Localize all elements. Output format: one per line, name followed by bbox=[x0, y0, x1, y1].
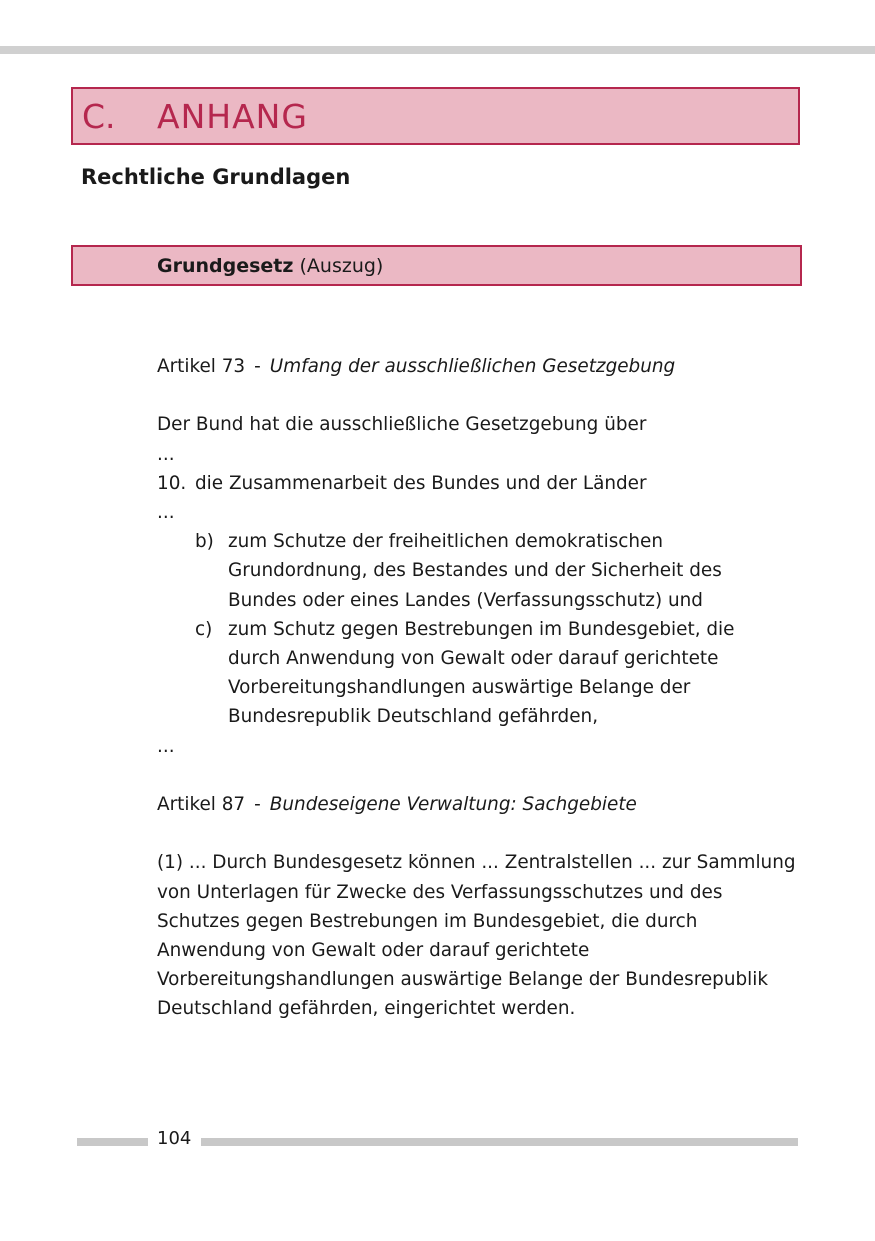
subitem-line: Grundordnung, des Bestandes und der Sicherheit des bbox=[228, 560, 722, 582]
section-heading: Rechtliche Grundlagen bbox=[81, 165, 351, 189]
footer-rule-right bbox=[201, 1138, 798, 1146]
numbered-item bbox=[157, 469, 797, 498]
footer-rule-left bbox=[77, 1138, 148, 1146]
article-title: Umfang der ausschließlichen Gesetzgebung bbox=[269, 356, 676, 377]
item-text: die Zusammenarbeit des Bundes und der Länder bbox=[195, 472, 647, 494]
subitem-b bbox=[195, 527, 797, 615]
subitem-line: Bundes oder eines Landes (Verfassungsschutz) und bbox=[228, 589, 703, 611]
law-title bbox=[157, 255, 383, 277]
subitem-line: durch Anwendung von Gewalt oder darauf gerichtete bbox=[228, 648, 719, 670]
article-intro: Der Bund hat die ausschließliche Gesetzgebung über bbox=[157, 414, 647, 436]
page-number: 104 bbox=[157, 1128, 192, 1149]
paragraph-line: Deutschland gefährden, eingerichtet werden. bbox=[157, 998, 576, 1020]
law-qualifier: (Auszug) bbox=[293, 255, 384, 277]
subitem-line: Bundesrepublik Deutschland gefährden, bbox=[228, 706, 599, 728]
subitem-line: zum Schutze der freiheitlichen demokratischen bbox=[228, 531, 664, 553]
paragraph-line: Schutzes gegen Bestrebungen im Bundesgebiet, die durch bbox=[157, 910, 698, 932]
article-heading bbox=[157, 352, 797, 381]
article-title: Bundeseigene Verwaltung: Sachgebiete bbox=[269, 794, 637, 816]
ellipsis: ... bbox=[157, 443, 175, 465]
document-body bbox=[157, 352, 797, 1024]
article-number: Artikel 87 bbox=[157, 794, 246, 816]
subitem-label: b) bbox=[195, 531, 214, 553]
law-name: Grundgesetz bbox=[157, 255, 294, 277]
ellipsis: ... bbox=[157, 502, 175, 523]
paragraph-line: von Unterlagen für Zwecke des Verfassungsschutzes und des bbox=[157, 881, 723, 903]
subitem-line: Vorbereitungshandlungen auswärtige Belange der bbox=[228, 677, 691, 699]
subitem-c bbox=[195, 615, 797, 732]
subitem-line: zum Schutz gegen Bestrebungen im Bundesgebiet, die bbox=[228, 618, 735, 640]
item-number: 10. bbox=[157, 472, 187, 494]
paragraph-line: (1) ... Durch Bundesgesetz können ... Zentralstellen ... zur Sammlung bbox=[157, 852, 796, 874]
ellipsis: ... bbox=[157, 735, 175, 757]
chapter-letter: C. bbox=[82, 97, 116, 136]
law-header bbox=[71, 245, 802, 286]
paragraph-line: Vorbereitungshandlungen auswärtige Belange der Bundesrepublik bbox=[157, 969, 769, 991]
subitem-label: c) bbox=[195, 618, 213, 640]
article-number: Artikel 73 bbox=[157, 356, 246, 377]
article-heading bbox=[157, 790, 797, 819]
chapter-title: ANHANG bbox=[157, 97, 308, 136]
paragraph-line: Anwendung von Gewalt oder darauf gerichtete bbox=[157, 940, 590, 962]
top-rule bbox=[0, 46, 875, 54]
article-separator: - bbox=[254, 794, 261, 816]
chapter-header bbox=[71, 87, 800, 145]
article-separator: - bbox=[254, 356, 261, 377]
